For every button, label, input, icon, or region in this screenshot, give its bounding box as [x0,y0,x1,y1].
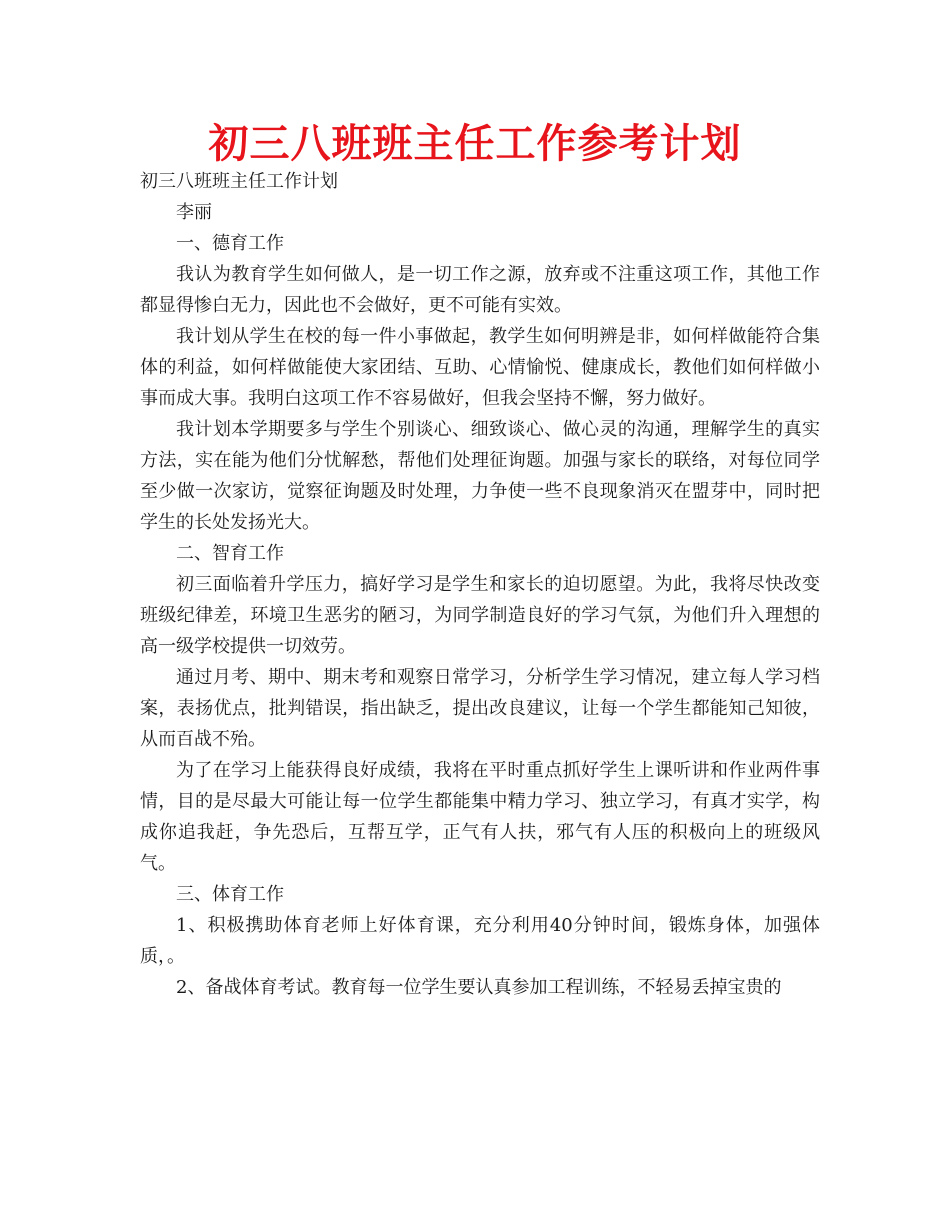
author-name: 李丽 [176,202,212,223]
document-title: 初三八班班主任工作参考计划 [208,121,742,167]
document-body [140,166,820,1003]
paragraph: 为了在学习上能获得良好成绩，我将在平时重点抓好学生上课听讲和作业两件事情，目的是尽最大可能让每一位学生都能集中精力学习、独立学习，有真才实学，构成你追我赶，争先恐后，互帮互学，正气有人扶，邪气有人压的积极向上的班级风气。 [140,760,820,874]
paragraph: 1、积极携助体育老师上好体育课，充分利用40分钟时间，锻炼身体，加强体质，。 [140,915,820,967]
section-heading-intellectual: 二、智育工作 [176,543,284,564]
paragraph: 我认为教育学生如何做人，是一切工作之源，放弃或不注重这项工作，其他工作都显得惨白无力，因此也不会做好，更不可能有实效。 [140,264,820,316]
paragraph: 通过月考、期中、期末考和观察日常学习，分析学生学习情况，建立每人学习档案，表扬优点，批判错误，指出缺乏，提出改良建议，让每一个学生都能知己知彼，从而百战不殆。 [140,667,820,750]
doc-subtitle: 初三八班班主任工作计划 [140,171,338,192]
paragraph: 我计划从学生在校的每一件小事做起，教学生如何明辨是非，如何样做能符合集体的利益，如何样做能使大家团结、互助、心情愉悦、健康成长，教他们如何样做小事而成大事。我明白这项工作不容易做好，但我会坚持不懈，努力做好。 [140,326,820,409]
paragraph: 2、备战体育考试。教育每一位学生要认真参加工程训练，不轻易丢掉宝贵的 [176,977,782,998]
section-heading-moral: 一、德育工作 [176,233,284,254]
paragraph: 初三面临着升学压力，搞好学习是学生和家长的迫切愿望。为此，我将尽快改变班级纪律差，环境卫生恶劣的陋习，为同学制造良好的学习气氛，为他们升入理想的高一级学校提供一切效劳。 [140,574,820,657]
section-heading-physical: 三、体育工作 [176,884,284,905]
paragraph: 我计划本学期要多与学生个别谈心、细致谈心、做心灵的沟通，理解学生的真实方法，实在能为他们分忧解愁，帮他们处理征询题。加强与家长的联络，对每位同学至少做一次家访，觉察征询题及时处理，力争使一些不良现象消灭在盟芽中，同时把学生的长处发扬光大。 [140,419,820,533]
